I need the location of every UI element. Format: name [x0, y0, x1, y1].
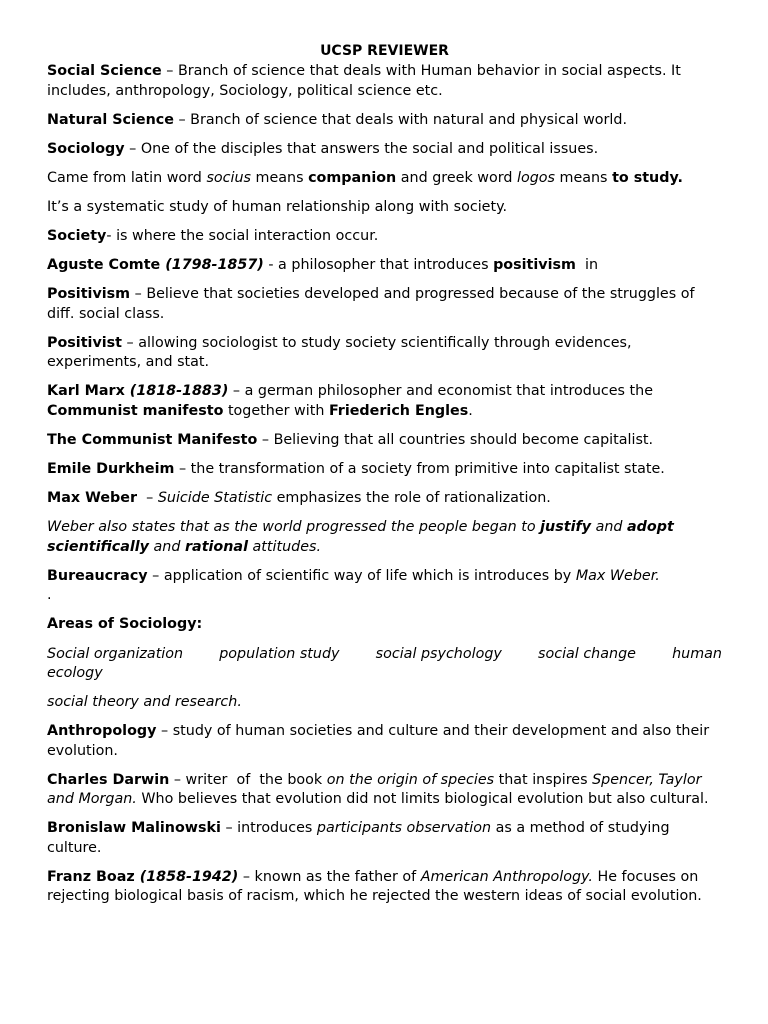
- text: as a method of studying culture.: [47, 820, 670, 856]
- years: (1858-1942): [139, 868, 239, 885]
- text: Came from latin word: [47, 169, 207, 186]
- document-title: UCSP REVIEWER: [320, 43, 449, 59]
- person-name: Max Weber.: [575, 567, 660, 584]
- term: Emile Durkheim: [47, 461, 175, 478]
- book-title: on the origin of species: [326, 771, 495, 788]
- text: and greek word: [396, 169, 517, 186]
- term: Natural Science: [47, 111, 174, 128]
- definition: – One of the disciples that answers the social and political issues.: [124, 140, 599, 157]
- term: Social Science: [47, 63, 162, 79]
- area-item: Social organization: [47, 645, 184, 662]
- paragraph-natural-science: [47, 111, 722, 131]
- text: – writer of the book: [169, 771, 327, 788]
- area-item: social change: [538, 645, 636, 662]
- definition: – Believe that societies developed and progressed because of the struggles of diff. social class.: [47, 286, 695, 322]
- text: Who believes that evolution did not limits biological evolution but also cultural.: [136, 791, 709, 808]
- paragraph-society: [47, 227, 722, 247]
- emphasis: rational: [185, 538, 248, 555]
- latin-word: socius: [206, 169, 251, 186]
- term: Sociology: [47, 140, 125, 157]
- term: Bureaucracy: [47, 567, 148, 584]
- term: Positivism: [47, 286, 131, 303]
- term: Aguste Comte: [47, 257, 166, 274]
- paragraph-etymology: [47, 169, 722, 189]
- paragraph-malinowski: [47, 819, 722, 858]
- paragraph-darwin: [47, 771, 722, 810]
- paragraph-bureaucracy: [47, 567, 722, 606]
- paragraph-durkheim: [47, 460, 722, 480]
- term: positivism: [493, 257, 576, 274]
- term: The Communist Manifesto: [47, 431, 258, 448]
- term: Friederich Engles: [328, 402, 469, 419]
- paragraph-systematic-study: It’s a systematic study of human relationship along with society.: [47, 198, 508, 215]
- paragraph-max-weber: [47, 489, 722, 509]
- text: and: [149, 538, 185, 555]
- paragraph-anthropology: [47, 722, 722, 761]
- term: Charles Darwin: [47, 771, 170, 788]
- text: He focuses on rejecting biological basis of racism, which he rejected the western ideas of social evolution.: [47, 868, 702, 905]
- area-item: ecology: [47, 665, 103, 681]
- text: – introduces: [220, 820, 317, 837]
- areas-line2: [47, 693, 722, 713]
- paragraph-positivism: [47, 285, 722, 324]
- method: participants observation: [316, 820, 492, 837]
- area-item: human: [672, 645, 722, 662]
- emphasis: adopt scientifically: [47, 519, 674, 555]
- field: American Anthropology.: [420, 868, 593, 885]
- term: Communist manifesto: [47, 402, 224, 419]
- text: emphasizes the role of rationalization.: [272, 490, 551, 507]
- meaning: companion: [308, 169, 397, 186]
- paragraph-positivist: [47, 334, 722, 373]
- text: .: [468, 402, 473, 419]
- text: – known as the father of: [238, 868, 421, 885]
- definition: – study of human societies and culture and their development and also their evolution.: [47, 723, 710, 759]
- text: attitudes.: [247, 538, 322, 555]
- areas-heading: [47, 615, 722, 635]
- heading: Areas of Sociology:: [47, 616, 203, 633]
- term: Franz Boaz: [47, 868, 140, 885]
- stray-period: .: [47, 587, 52, 604]
- paragraph-weber-states: [47, 518, 722, 557]
- definition: – Believing that all countries should become capitalist.: [257, 431, 654, 448]
- definition: – application of scientific way of life which is introduces by: [147, 567, 576, 584]
- text: Weber also states that as the world progressed the people began to: [47, 519, 541, 536]
- paragraph-boaz: [47, 868, 722, 907]
- years: (1798-1857): [165, 257, 264, 274]
- term: Bronislaw Malinowski: [47, 820, 221, 837]
- definition: - a philosopher that introduces: [263, 257, 494, 274]
- paragraph-karl-marx: [47, 382, 722, 421]
- paragraph-social-science: [47, 62, 722, 101]
- text: and: [591, 519, 628, 536]
- definition: – Branch of science that deals with natural and physical world.: [173, 111, 628, 128]
- years: (1818-1883): [129, 383, 229, 400]
- areas-row: [47, 645, 722, 665]
- area-item: population study: [219, 645, 340, 662]
- paragraph-comte: [47, 256, 722, 276]
- paragraph-sociology: [47, 140, 722, 160]
- text: that inspires: [494, 771, 593, 788]
- definition: – a german philosopher and economist that introduces the: [228, 383, 654, 400]
- term: Karl Marx: [47, 383, 130, 400]
- term: Max Weber: [47, 490, 138, 507]
- area-item: social theory and research.: [47, 694, 242, 711]
- term: Anthropology: [47, 723, 157, 740]
- greek-word: logos: [516, 169, 555, 186]
- emphasis: justify: [540, 519, 592, 536]
- meaning: to study.: [612, 169, 683, 186]
- names: Spencer, Taylor and Morgan.: [47, 771, 702, 808]
- text: means: [554, 169, 613, 186]
- text: in: [575, 257, 599, 274]
- text: –: [137, 490, 158, 507]
- text: together with: [223, 402, 329, 419]
- definition: – Branch of science that deals with Human behavior in social aspects. It includes, anthropology, Sociology, political science etc.: [47, 63, 681, 99]
- paragraph-communist-manifesto: [47, 431, 722, 451]
- definition: – the transformation of a society from primitive into capitalist state.: [174, 461, 665, 478]
- term: Positivist: [47, 334, 123, 351]
- work-title: Suicide Statistic: [157, 490, 273, 507]
- definition: – allowing sociologist to study society scientifically through evidences, experiments, and stat.: [47, 334, 632, 371]
- areas-list: [47, 645, 722, 684]
- area-item: social psychology: [375, 645, 502, 662]
- text: means: [250, 169, 309, 186]
- term: Society: [47, 227, 107, 244]
- definition: - is where the social interaction occur.: [106, 227, 379, 244]
